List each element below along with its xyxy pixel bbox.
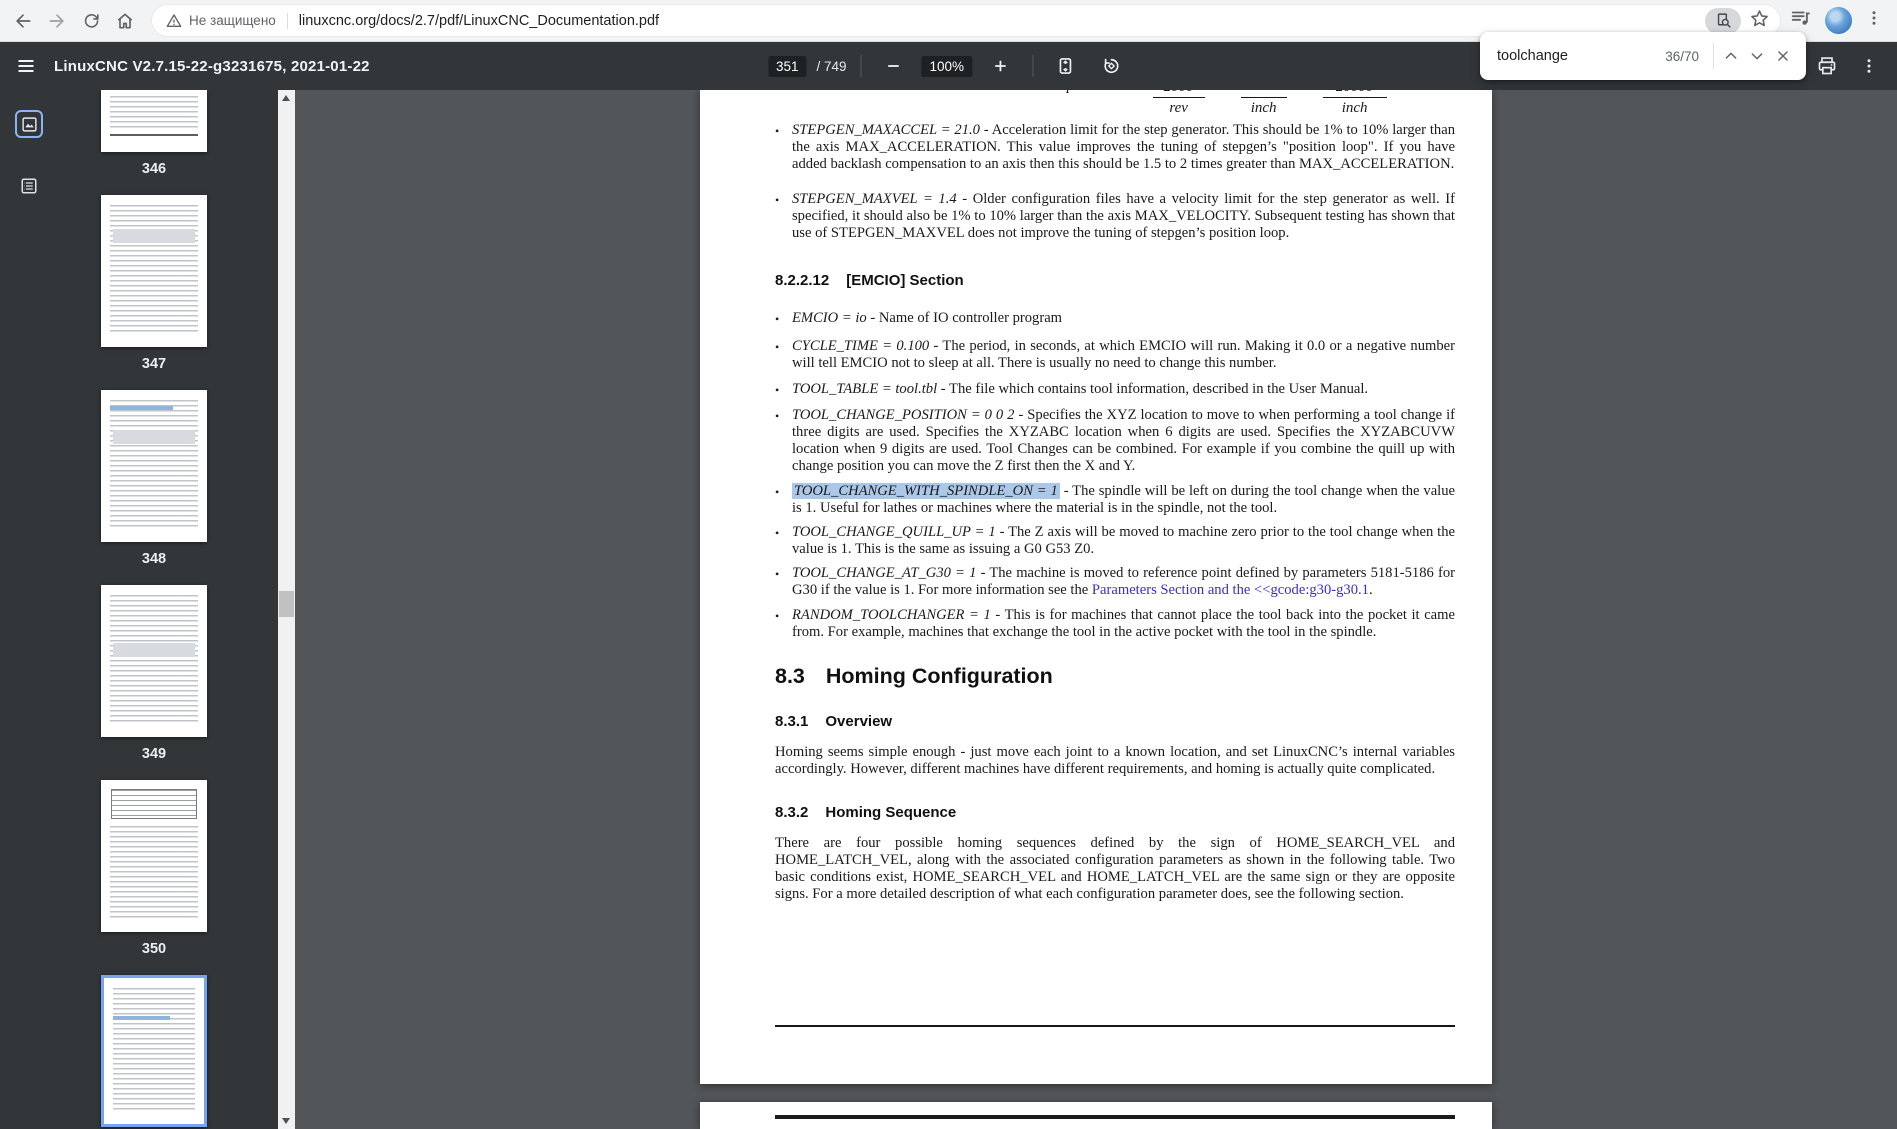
back-button[interactable]: [7, 5, 39, 37]
list-item-random-toolchanger: • RANDOM_TOOLCHANGER = 1 - This is for machines that cannot place the tool back into the pocket it came from. For example, machines that exchange the tool in the active pocket with the tool in the spindle.: [775, 607, 1455, 640]
thumbnail-sidebar: [0, 90, 278, 1129]
pdf-page-351: [700, 90, 1492, 1084]
print-button[interactable]: [1809, 48, 1845, 84]
thumbnail-page-348[interactable]: [101, 390, 207, 542]
reload-button[interactable]: [75, 5, 107, 37]
document-title: LinuxCNC V2.7.15-22-g3231675, 2021-01-22: [54, 57, 370, 75]
fit-page-icon: [1055, 56, 1075, 76]
pdf-toolbar-right: [1809, 42, 1887, 90]
find-in-page-badge[interactable]: [1705, 8, 1741, 34]
url-text: linuxcnc.org/docs/2.7/pdf/LinuxCNC_Documentation.pdf: [298, 12, 660, 29]
profile-avatar[interactable]: [1825, 7, 1852, 34]
thumbnail-page-347[interactable]: [101, 195, 207, 347]
bookmark-star-button[interactable]: [1749, 8, 1770, 34]
thumbnail-label: 350: [141, 941, 167, 957]
scrollbar-down-arrow[interactable]: [282, 1118, 290, 1124]
omnibox-divider: [287, 13, 288, 29]
clipped-formula-fragment: rev inch inch: [1055, 78, 1387, 117]
list-item-tool-change-position: • TOOL_CHANGE_POSITION = 0 0 2 - Specifies the XYZ location to move to when performing a tool change if three digits are used. Specifies the XYZABC location when 6 digits are used. Specifies the XYZABCUVW location when 9 digits are used. Tool Changes can be combined. For example if you combine the quill up with change position you can move the Z first then the X and Y.: [775, 407, 1455, 474]
pdf-page-controls: [768, 42, 1129, 90]
minus-icon: [885, 57, 903, 75]
hamburger-menu-icon: [16, 56, 36, 76]
find-bar-divider: [1713, 43, 1714, 69]
playlist-extension-icon: [1790, 7, 1812, 29]
heading-homing-configuration: 8.3 Homing Configuration: [775, 664, 1053, 688]
heading-homing-sequence: 8.3.2 Homing Sequence: [775, 804, 957, 821]
toolbar-divider: [1032, 55, 1033, 77]
outline-view-button[interactable]: [15, 172, 43, 200]
security-label: Не защищено: [189, 13, 276, 28]
doc-search-icon: [1715, 12, 1732, 29]
star-icon: [1749, 8, 1770, 29]
scrollbar-up-arrow[interactable]: [282, 95, 290, 101]
thumbnail-page-346[interactable]: [101, 90, 207, 152]
paragraph-homing-sequence: There are four possible homing sequences defined by the sign of HOME_SEARCH_VEL and HOME_LATCH_VEL, along with the associated configuration parameters as shown in the following table. Two basic conditions exist, HOME_SEARCH_VEL and HOME_LATCH_VEL are the same sign or they are opposite signs. For a more detailed description of what each configuration parameter does, see the following section.: [775, 835, 1455, 902]
back-arrow-icon: [13, 11, 33, 31]
extension-button[interactable]: [1790, 7, 1812, 34]
list-item-tool-change-with-spindle-on: • TOOL_CHANGE_WITH_SPINDLE_ON = 1 - The spindle will be left on during the tool change when the value is 1. Useful for lathes or machines where the material is in the spindle, not the tool.: [775, 483, 1455, 516]
browser-menu-button[interactable]: [1865, 9, 1883, 32]
thumbnail-page-351-selected[interactable]: [101, 975, 207, 1127]
rotate-button[interactable]: [1093, 48, 1129, 84]
find-input[interactable]: toolchange: [1497, 48, 1568, 64]
heading-overview: 8.3.1 Overview: [775, 713, 893, 730]
forward-button[interactable]: [41, 5, 73, 37]
heading-emcio-section: 8.2.2.12 [EMCIO] Section: [775, 272, 964, 289]
paragraph-overview: Homing seems simple enough - just move each joint to a known location, and set LinuxCNC’s internal variables accordingly. However, different machines have different requirements, and homing is actually quite complicated.: [775, 744, 1455, 777]
thumbnail-label: 349: [141, 746, 167, 762]
page-footer-rule: [775, 1025, 1455, 1027]
table-top-border: [775, 1115, 1455, 1119]
home-button[interactable]: [109, 5, 141, 37]
scrollbar-thumb[interactable]: [279, 591, 294, 617]
pdf-page-352-partial: [700, 1102, 1492, 1129]
home-icon: [115, 11, 135, 31]
page-number-input[interactable]: 351: [768, 56, 807, 77]
page-total-label: / 749: [816, 58, 847, 74]
fit-page-button[interactable]: [1047, 48, 1083, 84]
reload-icon: [82, 11, 101, 30]
find-previous-button[interactable]: [1718, 43, 1744, 69]
chevron-down-icon: [1749, 48, 1765, 64]
find-next-button[interactable]: [1744, 43, 1770, 69]
parameters-section-link[interactable]: Parameters Section and the <<gcode:g30-g30.1: [1091, 582, 1369, 598]
find-match-highlight: TOOL_CHANGE_WITH_SPINDLE_ON = 1: [794, 483, 1058, 499]
list-item-emcio: • EMCIO = io - Name of IO controller program: [775, 310, 1063, 326]
find-close-button[interactable]: [1770, 43, 1796, 69]
chrome-right-controls: [1790, 7, 1883, 34]
forward-arrow-icon: [47, 11, 67, 31]
print-icon: [1817, 56, 1837, 76]
list-item-stepgen-maxvel: • STEPGEN_MAXVEL = 1.4 - Older configuration files have a velocity limit for the step generator as well. If specified, it should also be 1% to 10% larger than the axis MAX_VELOCITY. Subsequent testing has shown that use of STEPGEN_MAXVEL does not improve the tuning of stepgen’s position loop.: [775, 191, 1455, 241]
thumbnail-label: 347: [141, 356, 167, 372]
page-content: [775, 90, 1455, 903]
thumbnail-page-349[interactable]: [101, 585, 207, 737]
list-item-cycle-time: • CYCLE_TIME = 0.100 - The period, in seconds, at which EMCIO will run. Making it 0.0 or a negative number will tell EMCIO not to sleep at all. There is usually no need to change this number.: [775, 338, 1455, 371]
zoom-in-button[interactable]: [982, 48, 1018, 84]
toolbar-divider: [861, 55, 862, 77]
zoom-out-button[interactable]: [876, 48, 912, 84]
kebab-menu-icon: [1865, 9, 1883, 27]
chevron-up-icon: [1723, 48, 1739, 64]
pdf-menu-button[interactable]: [1851, 48, 1887, 84]
thumbnail-label: 348: [141, 551, 167, 567]
zoom-level-input[interactable]: 100%: [922, 56, 973, 77]
sidebar-scrollbar[interactable]: [278, 90, 295, 1129]
find-match-counter: 36/70: [1665, 48, 1699, 64]
thumbnail-label: 346: [141, 161, 167, 177]
not-secure-warning-icon: [166, 13, 182, 29]
rotate-ccw-icon: [1101, 56, 1121, 76]
pdf-viewer: [0, 90, 1897, 1129]
plus-icon: [991, 57, 1009, 75]
list-item-stepgen-maxaccel: • STEPGEN_MAXACCEL = 21.0 - Acceleration limit for the step generator. This should be 1% to 10% larger than the axis MAX_ACCELERATION. This value improves the tuning of stepgen’s "position loop". If you have added backlash compensation to an axis then this should be 1.5 to 2 times greater than MAX_ACCELERATION.: [775, 122, 1455, 172]
list-item-tool-change-quill-up: • TOOL_CHANGE_QUILL_UP = 1 - The Z axis will be moved to machine zero prior to the tool change when the value is 1. This is the same as issuing a G0 G53 Z0.: [775, 524, 1455, 557]
sidebar-toggle-button[interactable]: [8, 48, 44, 84]
list-item-tool-table: • TOOL_TABLE = tool.tbl - The file which contains tool information, described in the User Manual.: [775, 381, 1369, 397]
find-bar: [1480, 32, 1806, 80]
document-outline-icon: [20, 177, 38, 195]
kebab-menu-icon: [1860, 57, 1878, 75]
list-item-tool-change-at-g30: • TOOL_CHANGE_AT_G30 = 1 - The machine is moved to reference point defined by parameters 5181-5186 for G30 if the value is 1. For more information see the Parameters Section and the <<gcode:g30-g30.1.: [775, 565, 1455, 598]
close-icon: [1775, 48, 1791, 64]
thumbnail-list: [101, 90, 207, 1127]
thumbnails-view-button[interactable]: [15, 110, 43, 138]
thumbnails-icon: [21, 116, 38, 133]
thumbnail-page-350[interactable]: [101, 780, 207, 932]
